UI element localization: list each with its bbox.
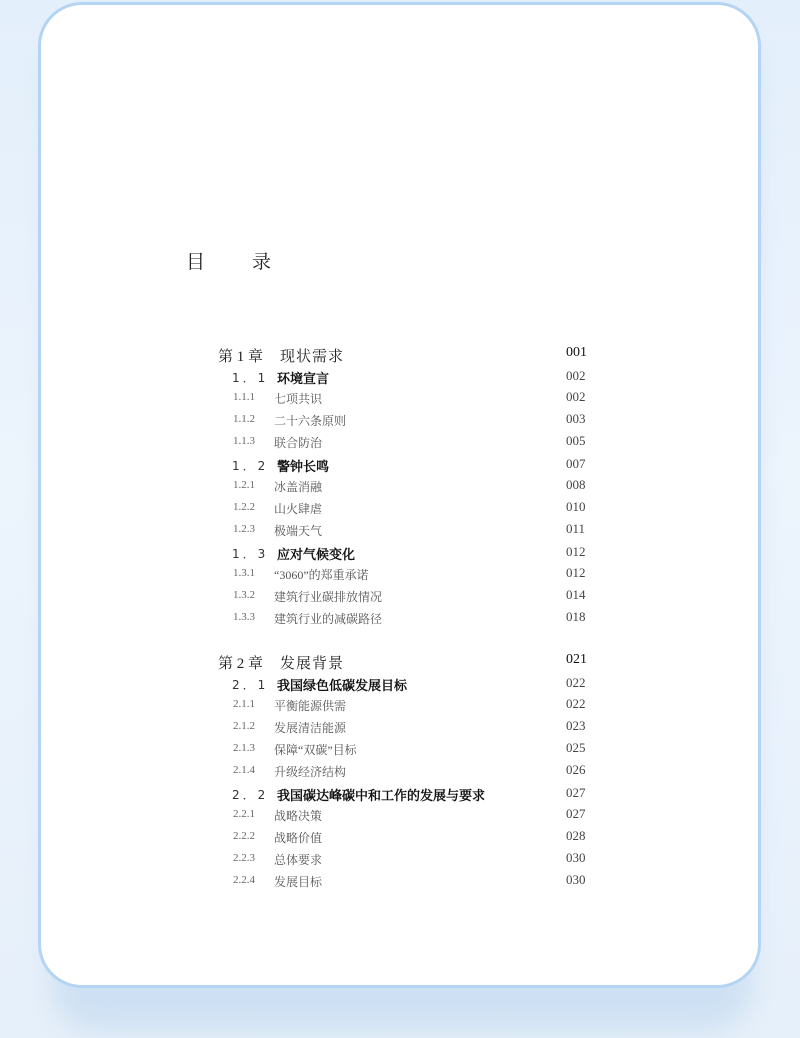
toc-page-number: 012 bbox=[566, 565, 586, 580]
toc-subsection-row bbox=[41, 850, 758, 872]
toc-number: 1.2.1 bbox=[233, 479, 255, 491]
toc-subsection-row bbox=[41, 587, 758, 609]
toc-page-number: 022 bbox=[566, 696, 586, 711]
toc-title: 环境宣言 bbox=[277, 372, 330, 387]
toc-subsection-row bbox=[41, 521, 758, 543]
toc-page-number: 003 bbox=[566, 411, 586, 426]
toc-page-number: 027 bbox=[566, 785, 586, 800]
toc-section-row bbox=[41, 784, 758, 806]
toc-page-number: 025 bbox=[566, 740, 586, 755]
toc-page-number: 022 bbox=[566, 675, 586, 690]
toc-section-row bbox=[41, 543, 758, 565]
toc-number: 1.1.3 bbox=[233, 435, 255, 447]
toc-number: 2.1.3 bbox=[233, 742, 255, 754]
toc-title: 极端天气 bbox=[274, 524, 323, 538]
toc-number: 2.1.2 bbox=[233, 720, 255, 732]
toc-title: 升级经济结构 bbox=[274, 765, 347, 779]
toc-chapter-row bbox=[41, 652, 758, 674]
toc-title: 现状需求 bbox=[280, 349, 345, 365]
toc-title: 二十六条原则 bbox=[274, 414, 347, 428]
toc-number: 2.2.3 bbox=[233, 852, 255, 864]
toc-title: 保障“双碳”目标 bbox=[274, 743, 357, 757]
toc-title: 山火肆虐 bbox=[274, 502, 323, 516]
toc-number: 2.2.4 bbox=[233, 874, 255, 886]
toc-number: 1.3.2 bbox=[233, 589, 255, 601]
toc-title: 冰盖消融 bbox=[274, 480, 323, 494]
toc-subsection-row bbox=[41, 477, 758, 499]
toc-subsection-row bbox=[41, 389, 758, 411]
toc-number: 1.3.1 bbox=[233, 567, 255, 579]
toc-title: 平衡能源供需 bbox=[274, 699, 347, 713]
toc-title: 建筑行业的减碳路径 bbox=[274, 612, 383, 626]
toc-subsection-row bbox=[41, 696, 758, 718]
toc-title: 建筑行业碳排放情况 bbox=[274, 590, 383, 604]
toc-page-number: 014 bbox=[566, 587, 586, 602]
toc-number: 2．2 bbox=[232, 788, 269, 802]
toc-number: 1．1 bbox=[232, 371, 269, 385]
toc-subsection-row bbox=[41, 433, 758, 455]
toc-title: 总体要求 bbox=[274, 853, 323, 867]
toc-title: 应对气候变化 bbox=[277, 548, 356, 563]
toc-subsection-row bbox=[41, 718, 758, 740]
toc-page-number: 028 bbox=[566, 828, 586, 843]
toc-title: 发展清洁能源 bbox=[274, 721, 347, 735]
toc-title: 战略价值 bbox=[274, 831, 323, 845]
toc-subsection-row bbox=[41, 806, 758, 828]
toc-page-number: 010 bbox=[566, 499, 586, 514]
toc-title: 发展目标 bbox=[274, 875, 323, 889]
toc-title: “3060”的郑重承诺 bbox=[274, 568, 369, 582]
toc-subsection-row bbox=[41, 740, 758, 762]
toc-title: 我国碳达峰碳中和工作的发展与要求 bbox=[277, 789, 486, 804]
toc-subsection-row bbox=[41, 411, 758, 433]
toc-number: 1．3 bbox=[232, 547, 269, 561]
toc-chapter-row bbox=[41, 345, 758, 367]
toc-title: 发展背景 bbox=[280, 656, 345, 672]
toc-number: 1.1.1 bbox=[233, 391, 255, 403]
toc-page-number: 011 bbox=[566, 521, 586, 536]
toc-page-number: 002 bbox=[566, 368, 586, 383]
toc-title: 警钟长鸣 bbox=[277, 460, 330, 475]
toc-page-number: 030 bbox=[566, 872, 586, 887]
toc-title: 七项共识 bbox=[274, 392, 323, 406]
toc-section-row bbox=[41, 674, 758, 696]
toc-number: 第 1 章 bbox=[218, 349, 264, 365]
toc-section-row bbox=[41, 367, 758, 389]
toc-page-number: 012 bbox=[566, 544, 586, 559]
toc-title: 我国绿色低碳发展目标 bbox=[277, 679, 408, 694]
toc-page-number: 030 bbox=[566, 850, 586, 865]
toc-page-number: 021 bbox=[566, 652, 587, 667]
toc-number: 1.1.2 bbox=[233, 413, 255, 425]
toc-number: 1.2.3 bbox=[233, 523, 255, 535]
toc-page-number: 018 bbox=[566, 609, 586, 624]
toc-subsection-row bbox=[41, 609, 758, 631]
toc-number: 1.2.2 bbox=[233, 501, 255, 513]
toc-page-number: 002 bbox=[566, 389, 586, 404]
toc-page-number: 026 bbox=[566, 762, 586, 777]
toc-number: 2.1.1 bbox=[233, 698, 255, 710]
toc-subsection-row bbox=[41, 565, 758, 587]
toc-page-number: 007 bbox=[566, 456, 586, 471]
toc-subsection-row bbox=[41, 499, 758, 521]
toc-subsection-row bbox=[41, 872, 758, 894]
toc-title: 联合防治 bbox=[274, 436, 323, 450]
toc-number: 第 2 章 bbox=[218, 656, 264, 672]
toc-title: 战略决策 bbox=[274, 809, 323, 823]
toc-page-number: 023 bbox=[566, 718, 586, 733]
toc-page-number: 005 bbox=[566, 433, 586, 448]
toc-number: 1．2 bbox=[232, 459, 269, 473]
toc-number: 2.2.2 bbox=[233, 830, 255, 842]
toc-subsection-row bbox=[41, 762, 758, 784]
toc-page-number: 008 bbox=[566, 477, 586, 492]
toc-page-number: 027 bbox=[566, 806, 586, 821]
toc-subsection-row bbox=[41, 828, 758, 850]
toc-number: 2.2.1 bbox=[233, 808, 255, 820]
toc-title: 目 录 bbox=[186, 252, 286, 273]
page-card bbox=[38, 2, 761, 988]
toc-number: 2．1 bbox=[232, 678, 269, 692]
toc-page-number: 001 bbox=[566, 345, 587, 360]
toc-section-row bbox=[41, 455, 758, 477]
toc-number: 1.3.3 bbox=[233, 611, 255, 623]
toc-number: 2.1.4 bbox=[233, 764, 255, 776]
